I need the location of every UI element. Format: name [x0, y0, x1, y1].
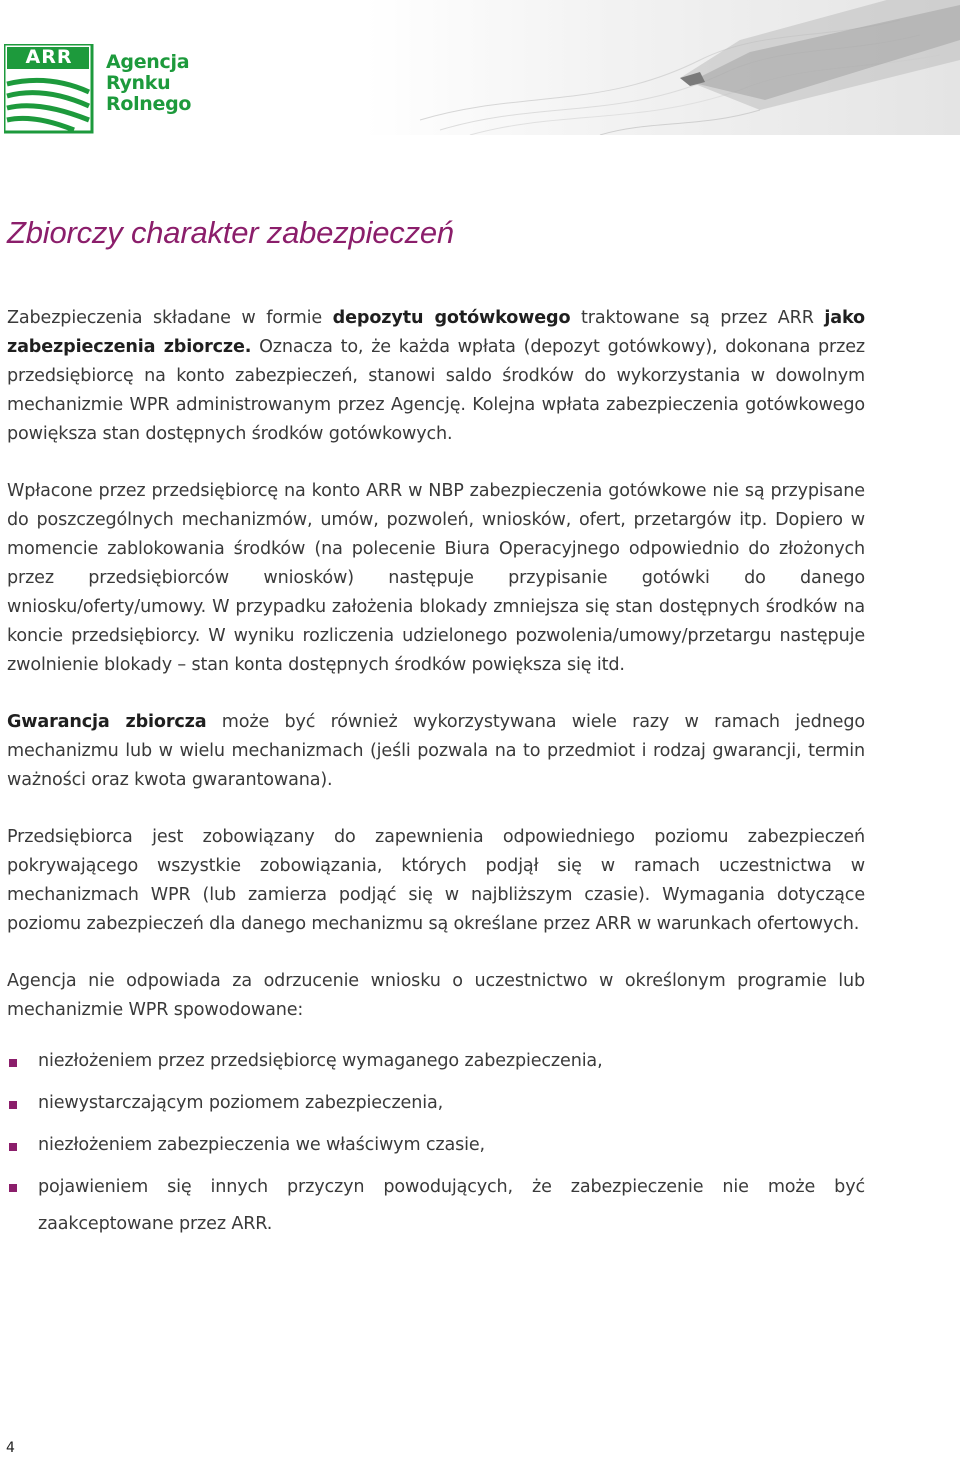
bold-text: depozytu gotówkowego: [332, 308, 571, 328]
list-item: [7, 1047, 865, 1076]
square-bullet-icon: [9, 1143, 17, 1151]
list-item-text: niezłożeniem zabezpieczenia we właściwym czasie,: [38, 1135, 485, 1155]
paragraph: [7, 477, 865, 680]
logo-abbrev: ARR: [25, 46, 73, 68]
logo-line: Rolnego: [106, 93, 192, 115]
text-run: może być również wykorzystywana wiele razy w ramach jednego mechanizmu lub w wielu mechanizmach (jeśli pozwala na to przedmiot i rodzaj gwarancji, termin ważności oraz kwota gwarantowana).: [7, 712, 865, 790]
square-bullet-icon: [9, 1184, 17, 1192]
list-item-text: niewystarczającym poziomem zabezpieczenia,: [38, 1093, 444, 1113]
paragraph: [7, 304, 865, 449]
text-run: Wpłacone przez przedsiębiorcę na konto ARR w NBP zabezpieczenia gotówkowe nie są przypisane do poszczególnych mechanizmów, umów, pozwoleń, wniosków, ofert, przetargów itp. Dopiero w momencie zablokowania środków (na polecenie Biura Operacyjnego odpowiednio do złożonych przez przedsiębiorców wniosków) następuje przypisanie gotówki do danego wniosku/oferty/umowy. W przypadku założenia blokady zmniejsza się stan dostępnych środków na koncie przedsiębiorcy. W wyniku rozliczenia udzielonego pozwolenia/umowy/przetargu następuje zwolnienie blokady – stan konta dostępnych środków powiększa się itd.: [7, 481, 865, 675]
text-run: Oznacza to, że każda wpłata (depozyt gotówkowy), dokonana przez przedsiębiorcę na konto zabezpieczeń, stanowi saldo środków do wykorzystania w dowolnym mechanizmie WPR administrowanym przez Agencję. Kolejna wpłata zabezpieczenia gotówkowego powiększa stan dostępnych środków gotówkowych.: [7, 337, 865, 444]
text-run: Agencja nie odpowiada za odrzucenie wniosku o uczestnictwo w określonym programie lub mechanizmie WPR spowodowane:: [7, 971, 865, 1020]
square-bullet-icon: [9, 1059, 17, 1067]
logo-line: Rynku: [106, 72, 171, 94]
page-number: 4: [6, 1440, 15, 1456]
paragraph: [7, 967, 865, 1025]
bold-text: Gwarancja zbiorcza: [7, 712, 207, 732]
text-run: traktowane są przez ARR: [570, 308, 825, 328]
list-item: [7, 1169, 865, 1243]
paragraph: [7, 708, 865, 795]
bold-text: jako zabezpieczenia zbiorcze.: [7, 308, 865, 357]
page-title: Zbiorczy charakter zabezpieczeń: [7, 215, 454, 250]
text-run: Przedsiębiorca jest zobowiązany do zapewnienia odpowiedniego poziomu zabezpieczeń pokrywającego wszystkie zobowiązania, których podjął się w ramach uczestnictwa w mechanizmach WPR (lub zamierza podjąć się w najbliższym czasie). Wymagania dotyczące poziomu zabezpieczeń dla danego mechanizmu są określane przez ARR w warunkach ofertowych.: [7, 827, 865, 934]
list-item-text: niezłożeniem przez przedsiębiorcę wymaganego zabezpieczenia,: [38, 1051, 603, 1071]
logo-line: Agencja: [106, 51, 190, 73]
list-item: [7, 1089, 865, 1118]
page-header: [0, 0, 960, 135]
body-text: [7, 304, 865, 1256]
text-run: Zabezpieczenia składane w formie: [7, 308, 333, 328]
list-item-text: pojawieniem się innych przyczyn powodujących, że zabezpieczenie nie może być zaakceptowane przez ARR.: [38, 1177, 865, 1234]
list-item: [7, 1131, 865, 1160]
reasons-list: [7, 1047, 865, 1243]
square-bullet-icon: [9, 1101, 17, 1109]
logo-wordmark: [106, 52, 191, 115]
paragraph: [7, 823, 865, 939]
